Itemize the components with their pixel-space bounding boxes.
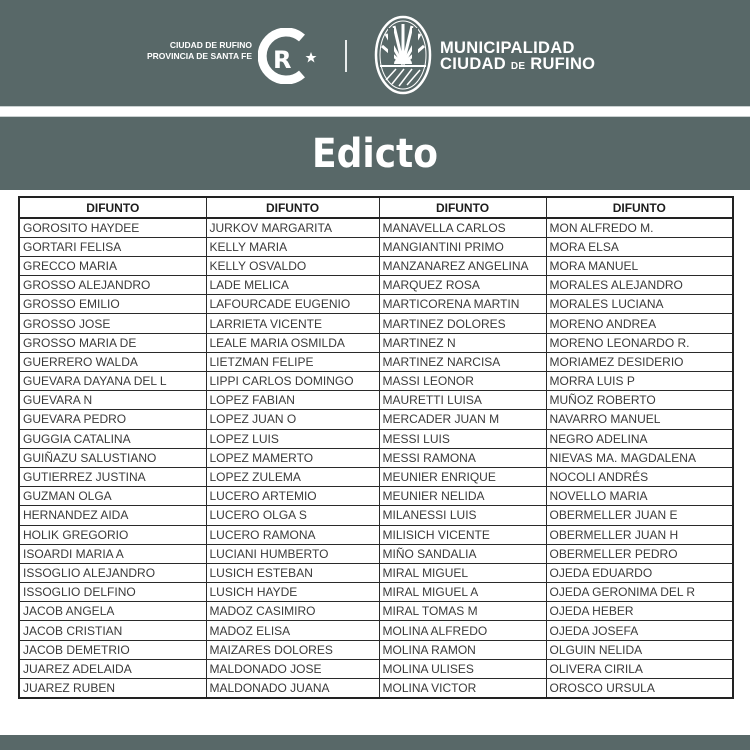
table-row — [19, 295, 733, 314]
deceased-name-cell: MERCADER JUAN M — [379, 410, 546, 429]
table-row — [19, 544, 733, 563]
deceased-name-cell: MIÑO SANDALIA — [379, 544, 546, 563]
deceased-name-cell: MARTICORENA MARTIN — [379, 295, 546, 314]
deceased-name-cell: MAIZARES DOLORES — [206, 640, 379, 659]
table-row — [19, 410, 733, 429]
deceased-name-cell: GUGGIA CATALINA — [19, 429, 206, 448]
deceased-name-cell: GUZMAN OLGA — [19, 487, 206, 506]
deceased-name-cell: OJEDA GERONIMA DEL R — [546, 583, 733, 602]
deceased-name-cell: LOPEZ JUAN O — [206, 410, 379, 429]
city-label — [146, 40, 252, 62]
deceased-name-cell: LUSICH ESTEBAN — [206, 563, 379, 582]
logo-separator — [345, 40, 347, 72]
deceased-name-cell: MANGIANTINI PRIMO — [379, 237, 546, 256]
deceased-name-cell: MOLINA RAMON — [379, 640, 546, 659]
deceased-name-cell: LIPPI CARLOS DOMINGO — [206, 372, 379, 391]
deceased-name-cell: MIRAL MIGUEL — [379, 563, 546, 582]
deceased-name-cell: JACOB ANGELA — [19, 602, 206, 621]
deceased-name-cell: MANZANAREZ ANGELINA — [379, 256, 546, 275]
deceased-name-cell: NEGRO ADELINA — [546, 429, 733, 448]
deceased-name-cell: GUEVARA PEDRO — [19, 410, 206, 429]
table-row — [19, 621, 733, 640]
deceased-name-cell: MADOZ ELISA — [206, 621, 379, 640]
table-row — [19, 506, 733, 525]
deceased-name-cell: LEALE MARIA OSMILDA — [206, 333, 379, 352]
deceased-name-cell: ISOARDI MARIA A — [19, 544, 206, 563]
table-row — [19, 352, 733, 371]
header-banner — [0, 0, 750, 106]
column-header: DIFUNTO — [206, 197, 379, 218]
line2-city: CIUDAD — [440, 55, 511, 73]
deceased-table — [18, 196, 734, 699]
deceased-name-cell: MORENO ANDREA — [546, 314, 733, 333]
deceased-name-cell: GORTARI FELISA — [19, 237, 206, 256]
deceased-name-cell: MALDONADO JOSE — [206, 659, 379, 678]
deceased-name-cell: MOLINA VICTOR — [379, 679, 546, 698]
column-header: DIFUNTO — [19, 197, 206, 218]
deceased-name-cell: LUSICH HAYDE — [206, 583, 379, 602]
deceased-name-cell: MIRAL MIGUEL A — [379, 583, 546, 602]
table-row — [19, 333, 733, 352]
deceased-name-cell: MARTINEZ N — [379, 333, 546, 352]
deceased-name-cell: NIEVAS MA. MAGDALENA — [546, 448, 733, 467]
deceased-name-cell: LOPEZ MAMERTO — [206, 448, 379, 467]
municipal-seal-icon — [374, 14, 432, 96]
province-name: PROVINCIA DE SANTA FE — [147, 51, 252, 61]
deceased-name-cell: OROSCO URSULA — [546, 679, 733, 698]
city-name: CIUDAD DE RUFINO — [169, 40, 252, 50]
table-row — [19, 237, 733, 256]
table-row — [19, 314, 733, 333]
deceased-name-cell: MORALES LUCIANA — [546, 295, 733, 314]
table-row — [19, 372, 733, 391]
table-row — [19, 640, 733, 659]
deceased-name-cell: HOLIK GREGORIO — [19, 525, 206, 544]
deceased-name-cell: MADOZ CASIMIRO — [206, 602, 379, 621]
deceased-name-cell: MON ALFREDO M. — [546, 218, 733, 237]
deceased-name-cell: MIRAL TOMAS M — [379, 602, 546, 621]
deceased-name-cell: MORENO LEONARDO R. — [546, 333, 733, 352]
deceased-name-cell: MILISICH VICENTE — [379, 525, 546, 544]
table-row — [19, 467, 733, 486]
deceased-name-cell: MOLINA ULISES — [379, 659, 546, 678]
deceased-name-cell: OJEDA EDUARDO — [546, 563, 733, 582]
deceased-name-cell: MALDONADO JUANA — [206, 679, 379, 698]
deceased-name-cell: GUIÑAZU SALUSTIANO — [19, 448, 206, 467]
deceased-name-cell: GROSSO JOSE — [19, 314, 206, 333]
deceased-name-cell: LIETZMAN FELIPE — [206, 352, 379, 371]
footer-band — [0, 735, 750, 750]
deceased-name-cell: GROSSO ALEJANDRO — [19, 276, 206, 295]
deceased-name-cell: MEUNIER NELIDA — [379, 487, 546, 506]
deceased-name-cell: MESSI LUIS — [379, 429, 546, 448]
deceased-name-cell: LAFOURCADE EUGENIO — [206, 295, 379, 314]
deceased-name-cell: OBERMELLER JUAN E — [546, 506, 733, 525]
deceased-name-cell: JUAREZ ADELAIDA — [19, 659, 206, 678]
deceased-name-cell: LUCERO ARTEMIO — [206, 487, 379, 506]
deceased-name-cell: MEUNIER ENRIQUE — [379, 467, 546, 486]
deceased-name-cell: OBERMELLER PEDRO — [546, 544, 733, 563]
table-row — [19, 391, 733, 410]
deceased-name-cell: MORA MANUEL — [546, 256, 733, 275]
table-row — [19, 525, 733, 544]
line2-de: DE — [510, 61, 526, 72]
deceased-name-cell: MESSI RAMONA — [379, 448, 546, 467]
deceased-name-cell: OLGUIN NELIDA — [546, 640, 733, 659]
deceased-name-cell: GOROSITO HAYDEE — [19, 218, 206, 237]
deceased-table-container — [18, 196, 732, 699]
deceased-name-cell: MARQUEZ ROSA — [379, 276, 546, 295]
deceased-name-cell: GUTIERREZ JUSTINA — [19, 467, 206, 486]
table-row — [19, 679, 733, 698]
deceased-name-cell: OBERMELLER JUAN H — [546, 525, 733, 544]
title-band — [0, 117, 750, 190]
deceased-name-cell: JACOB DEMETRIO — [19, 640, 206, 659]
deceased-name-cell: MORIAMEZ DESIDERIO — [546, 352, 733, 371]
deceased-name-cell: KELLY OSVALDO — [206, 256, 379, 275]
table-row — [19, 218, 733, 237]
deceased-name-cell: GUERRERO WALDA — [19, 352, 206, 371]
deceased-name-cell: LUCIANI HUMBERTO — [206, 544, 379, 563]
table-row — [19, 583, 733, 602]
deceased-name-cell: LADE MELICA — [206, 276, 379, 295]
deceased-name-cell: GROSSO EMILIO — [19, 295, 206, 314]
deceased-name-cell: GUEVARA DAYANA DEL L — [19, 372, 206, 391]
municipality-line2 — [440, 56, 595, 75]
table-row — [19, 487, 733, 506]
table-row — [19, 276, 733, 295]
svg-text:R: R — [273, 46, 292, 74]
table-row — [19, 256, 733, 275]
deceased-name-cell: MARTINEZ DOLORES — [379, 314, 546, 333]
deceased-name-cell: ISSOGLIO DELFINO — [19, 583, 206, 602]
deceased-name-cell: MAURETTI LUISA — [379, 391, 546, 410]
deceased-name-cell: MANAVELLA CARLOS — [379, 218, 546, 237]
deceased-name-cell: MORALES ALEJANDRO — [546, 276, 733, 295]
divider-strip — [0, 106, 750, 117]
municipality-name — [440, 40, 595, 75]
table-row — [19, 563, 733, 582]
deceased-name-cell: LUCERO RAMONA — [206, 525, 379, 544]
deceased-name-cell: KELLY MARIA — [206, 237, 379, 256]
deceased-name-cell: MOLINA ALFREDO — [379, 621, 546, 640]
deceased-name-cell: NOCOLI ANDRÉS — [546, 467, 733, 486]
deceased-name-cell: MILANESSI LUIS — [379, 506, 546, 525]
deceased-name-cell: NAVARRO MANUEL — [546, 410, 733, 429]
deceased-name-cell: JUAREZ RUBEN — [19, 679, 206, 698]
deceased-name-cell: LOPEZ ZULEMA — [206, 467, 379, 486]
page-title: Edicto — [311, 130, 438, 177]
deceased-name-cell: MUÑOZ ROBERTO — [546, 391, 733, 410]
deceased-name-cell: LOPEZ LUIS — [206, 429, 379, 448]
deceased-name-cell: MASSI LEONOR — [379, 372, 546, 391]
table-row — [19, 659, 733, 678]
deceased-name-cell: OJEDA HEBER — [546, 602, 733, 621]
table-row — [19, 448, 733, 467]
deceased-name-cell: GRECCO MARIA — [19, 256, 206, 275]
column-header: DIFUNTO — [379, 197, 546, 218]
deceased-name-cell: MORRA LUIS P — [546, 372, 733, 391]
municipality-line1: MUNICIPALIDAD — [440, 39, 575, 57]
deceased-name-cell: LARRIETA VICENTE — [206, 314, 379, 333]
deceased-name-cell: GROSSO MARIA DE — [19, 333, 206, 352]
table-row — [19, 429, 733, 448]
table-header-row — [19, 197, 733, 218]
cr-star-logo-icon — [258, 28, 320, 84]
deceased-name-cell: OJEDA JOSEFA — [546, 621, 733, 640]
deceased-name-cell: JACOB CRISTIAN — [19, 621, 206, 640]
deceased-name-cell: OLIVERA CIRILA — [546, 659, 733, 678]
deceased-name-cell: LUCERO OLGA S — [206, 506, 379, 525]
table-row — [19, 602, 733, 621]
column-header: DIFUNTO — [546, 197, 733, 218]
line2-rufino: RUFINO — [525, 55, 596, 73]
deceased-name-cell: ISSOGLIO ALEJANDRO — [19, 563, 206, 582]
deceased-name-cell: LOPEZ FABIAN — [206, 391, 379, 410]
deceased-name-cell: MARTINEZ NARCISA — [379, 352, 546, 371]
deceased-name-cell: HERNANDEZ AIDA — [19, 506, 206, 525]
deceased-name-cell: GUEVARA N — [19, 391, 206, 410]
deceased-name-cell: NOVELLO MARIA — [546, 487, 733, 506]
deceased-name-cell: MORA ELSA — [546, 237, 733, 256]
deceased-name-cell: JURKOV MARGARITA — [206, 218, 379, 237]
